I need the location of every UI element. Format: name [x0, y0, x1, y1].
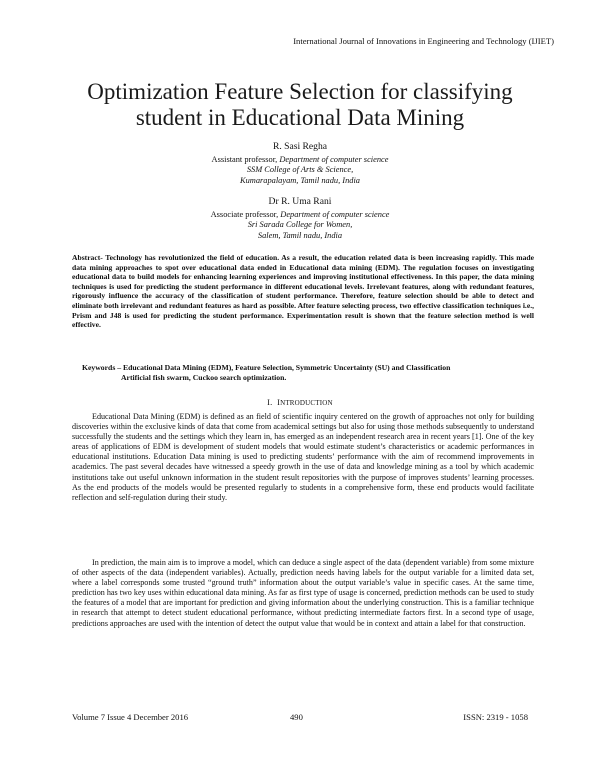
author-position: Assistant professor, — [211, 154, 278, 164]
author-name: Dr R. Uma Rani — [268, 196, 332, 207]
journal-header: International Journal of Innovations in Engineering and Technology (IJIET) — [293, 36, 554, 46]
author-position: Associate professor, — [210, 209, 279, 219]
section-heading — [0, 398, 600, 407]
author-location: Kumarapalayam, Tamil nadu, India — [240, 175, 360, 185]
section-title-first: I — [277, 398, 281, 407]
author-college: Sri Sarada College for Women, — [247, 220, 353, 229]
author-department: Department of computer science — [279, 154, 389, 164]
keywords-line-2: Artificial fish swarm, Cuckoo search optimization. — [121, 373, 287, 382]
section-title-rest: NTRODUCTION — [280, 399, 333, 407]
keywords — [82, 363, 528, 383]
body-paragraph-2: In prediction, the main aim is to improve a model, which can deduce a single aspect of the data (dependent variable) from some mixture of other aspects of the data (independent variables). Actually, prediction needs having labels for the output variable for a limited data set, where a label corresponds some trusted “ground truth” information about the output variable’s value in specific cases. At the same time, prediction has two key uses within educational data mining. As far as first type of usage is concerned, prediction methods can be used to study the features of a model that are important for prediction and giving information about the underlying construction. This is a familiar technique in research that attempt to detect student educational performance, without predicting intermediate factors first. In a second type of usage, predictions approaches are used with the intention of detect the output value that would be in context and attain a label for that construction. — [72, 558, 534, 628]
author-affiliation-line — [100, 155, 500, 166]
title-line-1: Optimization Feature Selection for classifying — [87, 79, 513, 104]
footer-volume: Volume 7 Issue 4 December 2016 — [72, 712, 189, 722]
author-name: R. Sasi Regha — [272, 141, 328, 152]
author-2 — [100, 197, 500, 241]
author-affiliation-line — [100, 210, 500, 221]
author-department: Department of computer science — [280, 209, 390, 219]
keywords-line-1: Keywords – Educational Data Mining (EDM), Feature Selection, Symmetric Uncertainty (SU) and Classification — [82, 363, 451, 372]
abstract: Abstract- Technology has revolutionized the field of education. As a result, the education related data is been increasing rapidly. This made data mining approaches to spot over educational data ended in Educational data mining (EDM). The regulation focuses on investigating educational data to build models for enhancing learning experiences and improving institutional effectiveness. In this paper, the data mining techniques is used for predicting the student performance in different educational levels. Irrelevant features, along with redundant features, rigorously influence the accuracy of the classification of student performance. Therefore, feature selection should be able to detect and eliminate both irrelevant and redundant features as hard as possible. After feature selecting process, two effective classification techniques i.e., Prism and J48 is used for predicting the student performance. Experimentation result is shown that the feature selection method is well effective. — [72, 253, 534, 330]
footer-issn: ISSN: 2319 - 1058 — [463, 712, 528, 722]
footer-page-number: 490 — [290, 712, 303, 722]
title-line-2: student in Educational Data Mining — [135, 105, 465, 130]
author-1 — [100, 142, 500, 186]
paper-title — [40, 79, 560, 131]
author-location: Salem, Tamil nadu, India — [257, 230, 343, 240]
author-college: SSM College of Arts & Science, — [246, 165, 354, 174]
body-paragraph-1: Educational Data Mining (EDM) is defined as an field of scientific inquiry centered on the growth of approaches not only for building discoveries within the exclusive kinds of data that come from academical settings but also for using those methods subsequently to understand successfully the students and the settings which they learn in, has emerged as an independent research area in recent years [1]. One of the key areas of applications of EDM is development of student models that would estimate student’s characteristics or academic performances in educational institutions. Education Data mining is used to predicting students’ performance with the aim of recommend improvements in academics. The past several decades have witnessed a speedy growth in the use of data and knowledge mining as a tool by which academic institutions take out useful unknown information in the student result repositories with the purpose of improves students’ learning processes. As the end products of the models would be presented regularly to students in a comprehensive form, these end products would facilitate reflection and self-regulation during their study. — [72, 412, 534, 502]
section-numeral: I. — [267, 398, 273, 407]
